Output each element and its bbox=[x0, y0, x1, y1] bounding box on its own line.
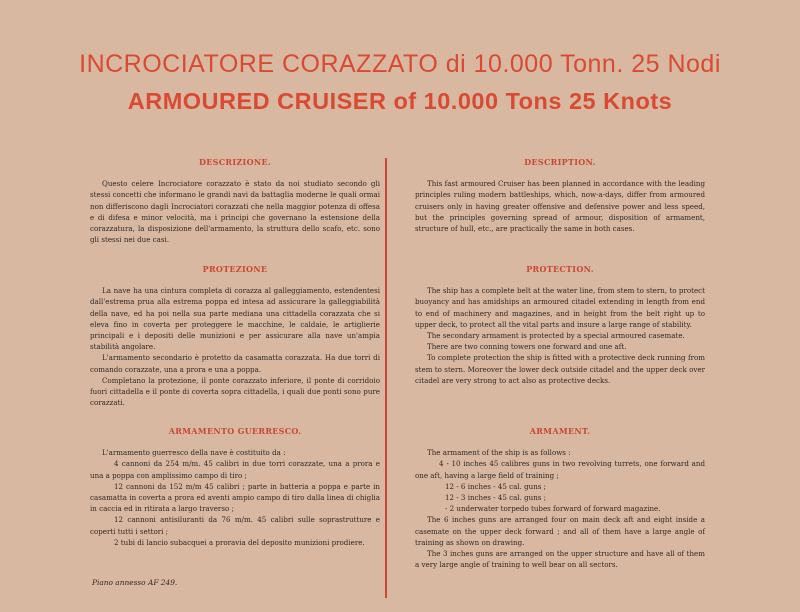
protection-p3: There are two conning towers one forward and one aft. bbox=[427, 342, 627, 352]
protezione-p3: Completano la protezione, il ponte corazzato inferiore, il ponte di corridoio fuori cittadella e il ponte di coverta sopra cittadella, i quali due ponti sono pure corazzati. bbox=[90, 375, 380, 408]
armamento-p5: 2 tubi di lancio subacquei a proravia del deposito munizioni prodiere. bbox=[114, 537, 365, 547]
armament-p3: 12 - 6 inches - 45 cal. guns ; bbox=[445, 481, 547, 491]
protection-p1: The ship has a complete belt at the water line, from stem to stern, to protect buoyancy and has amidships an armoured citadel extending in length from end to end of machinery and magazines, and in height from the belt right up to upper deck, to protect all the vital parts and insure a large range of stability. bbox=[415, 286, 705, 329]
section-armament bbox=[415, 426, 705, 570]
protection-p4: To complete protection the ship is fitted with a protective deck running from stem to stern. Moreover the lower deck outside citadel and the upper deck over citadel are very strong to act also as protective decks. bbox=[415, 353, 705, 385]
armament-p6: The 6 inches guns are arranged four on main deck aft and eight inside a casemate on the upper deck forward ; and all of them have a large angle of training as shown on drawing. bbox=[415, 515, 705, 547]
footer-note: Piano annesso AF 249. bbox=[92, 578, 178, 587]
protection-p2: The secondary armament is protected by a special armoured casemate. bbox=[427, 331, 685, 341]
section-armamento bbox=[90, 426, 380, 548]
armamento-p1: L'armamento guerresco della nave è costituito da : bbox=[102, 448, 286, 458]
armament-p1: The armament of the ship is as follows : bbox=[427, 448, 571, 458]
description-text: This fast armoured Cruiser has been planned in accordance with the leading principles ruling modern battleships, which, now-a-days, differ from armoured cruisers only in having greater offensive and defensive power and less speed, but the principles governing spread of armour, disposition of armament, structure of hull, etc., are practically the same in both cases. bbox=[415, 179, 705, 234]
heading-protezione: PROTEZIONE bbox=[202, 264, 268, 274]
title-italian: INCROCIATORE CORAZZATO di 10.000 Tonn. 25 Nodi bbox=[79, 50, 721, 78]
heading-protection: PROTECTION. bbox=[526, 264, 594, 274]
heading-armament: ARMAMENT. bbox=[529, 426, 591, 436]
armamento-p4: 12 cannoni antisiluranti da 76 m/m. 45 calibri sulle soprastrutture e coperti tutti i settori ; bbox=[90, 515, 380, 536]
armament-p2: 4 - 10 inches 45 calibres guns in two revolving turrets, one forward and one aft, having a large field of training ; bbox=[415, 459, 705, 480]
section-description bbox=[415, 157, 705, 234]
heading-descrizione: DESCRIZIONE. bbox=[199, 157, 271, 167]
armamento-p2: 4 cannoni da 254 m/m. 45 calibri in due torri corazzate, una a prora e una a poppa con amplissimo campo di tiro ; bbox=[90, 459, 380, 480]
heading-armamento: ARMAMENTO GUERRESCO. bbox=[168, 426, 302, 436]
armament-p4: 12 - 3 inches - 45 cal. guns ; bbox=[445, 493, 547, 503]
section-protezione bbox=[90, 264, 380, 408]
heading-description: DESCRIPTION. bbox=[524, 157, 596, 167]
section-descrizione bbox=[90, 157, 380, 245]
title-english: ARMOURED CRUISER of 10.000 Tons 25 Knots bbox=[127, 88, 673, 114]
armamento-p3: 12 cannoni da 152 m/m 45 calibri ; parte in batteria a poppa e parte in casamatta in coverta a prora ed aventi ampio campo di tiro dalla linea di chiglia in caccia ed in ritirata a largo traverso ; bbox=[90, 481, 380, 514]
descrizione-text: Questo celere Incrociatore corazzato è stato da noi studiato secondo gli stessi concetti che informano le grandi navi da battaglia moderne le quali ormai non differiscono dagli Incrociatori corazzati che nella maggior potenza di offesa e di difesa e minor velocità, ma i principi che governano la estensione della corazzatura, la disposizione dell'armamento, la struttura dello scafo, etc. sono gli stessi nei due casi. bbox=[90, 179, 380, 245]
armament-p7: The 3 inches guns are arranged on the upper structure and have all of them a very large angle of training to well bear on all sectors. bbox=[415, 549, 705, 570]
protezione-p2: L'armamento secondario è protetto da casamatta corazzata. Ha due torri di comando corazzate, una a prora e una a poppa. bbox=[90, 353, 380, 374]
protezione-p1: La nave ha una cintura completa di corazza al galleggiamento, estendentesi dall'estrema prua alla estrema poppa ed intesa ad assicurare la galleggiabilità della nave, ed ha poi nella sua parte mediana una cittadella corazzata che si eleva fino in coverta per proteggere le macchine, le caldaie, le artiglierie principali e i depositi delle munizioni e per assicurare alla nave un'ampia stabilità angolare. bbox=[90, 286, 380, 352]
armament-p5: - 2 underwater torpedo tubes forward of forward magazine. bbox=[445, 504, 661, 514]
section-protection bbox=[415, 264, 705, 386]
column-divider bbox=[385, 158, 387, 598]
